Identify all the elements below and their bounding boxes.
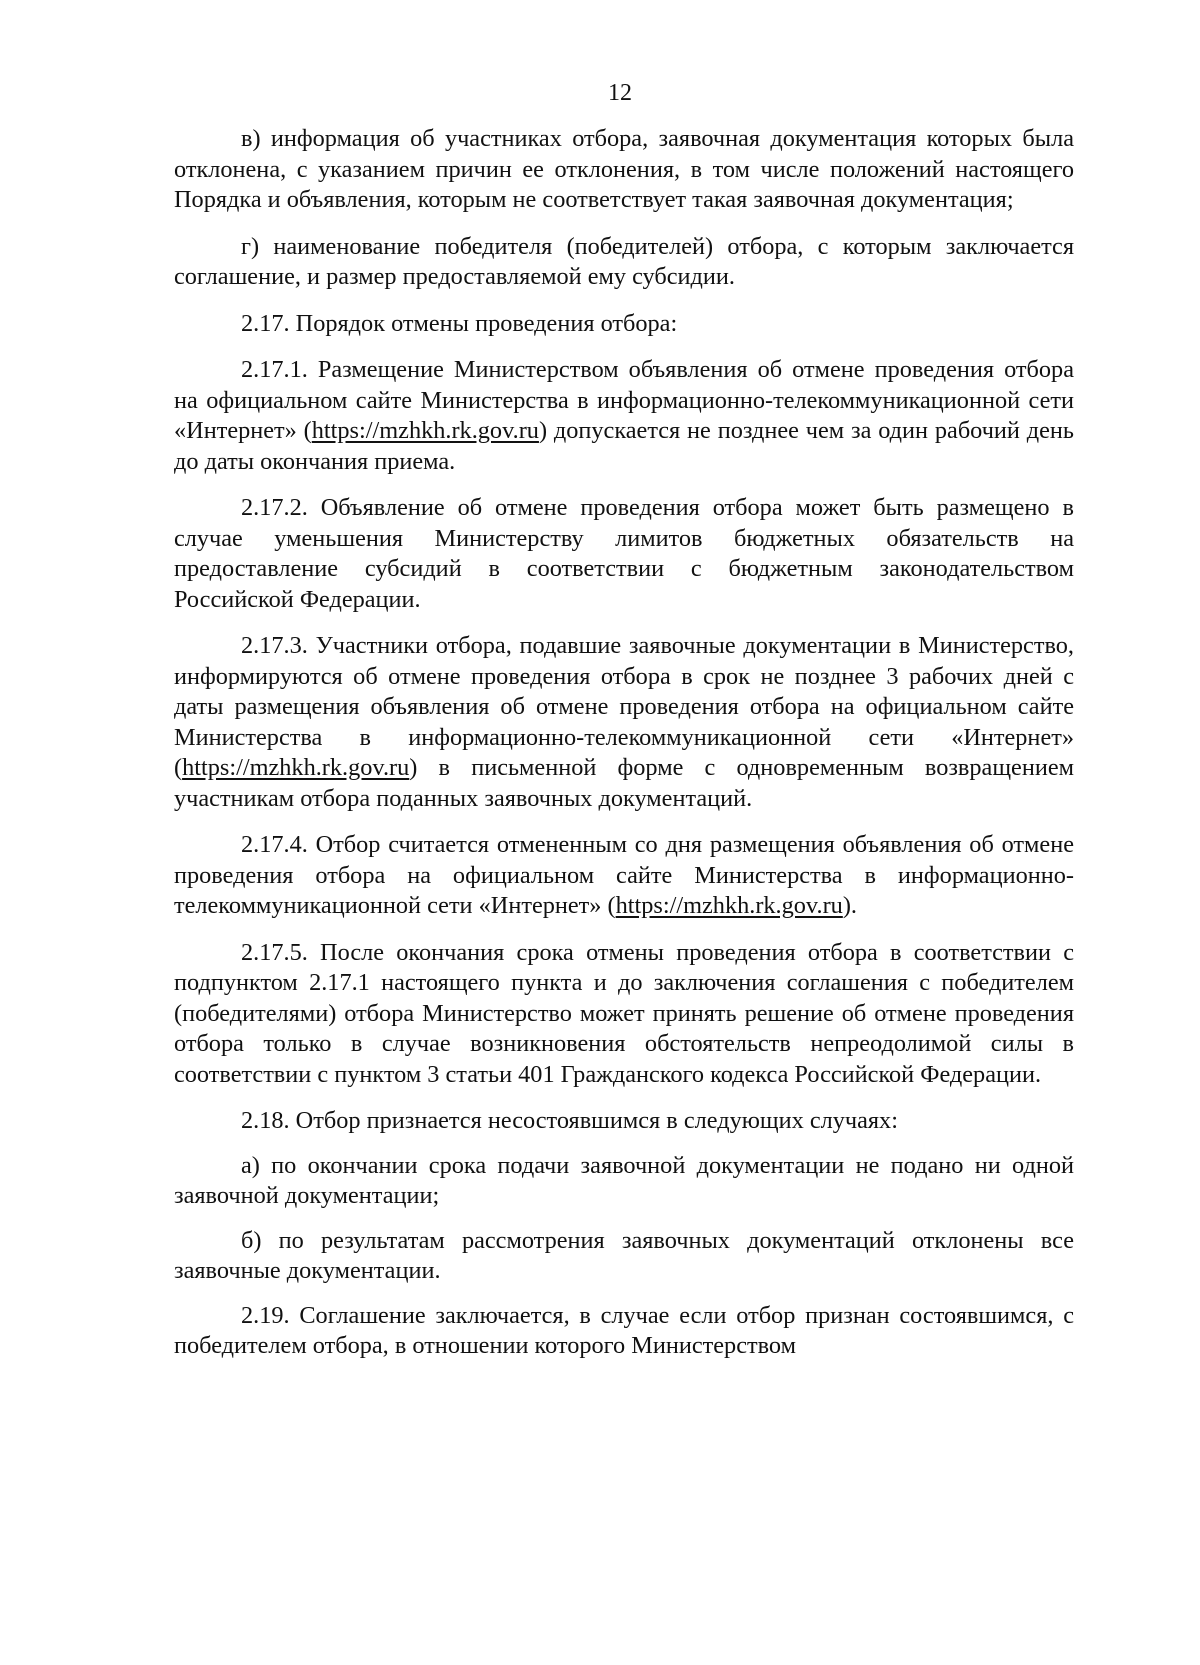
paragraph-2-17-1-text-after: ) допускается не позднее чем за один рабочий день до даты окончания приема. (174, 417, 1075, 475)
ministry-website-link[interactable]: https://mzhkh.rk.gov.ru (182, 754, 410, 781)
paragraph-2-17-3-text-before: 2.17.3. Участники отбора, подавшие заявочные документации в Министерство, информируются об отмене проведения отбора в срок не позднее 3 рабочих дней с даты размещения объявления об отмене проведения отбора на официальном сайте Министерства в информационно-телекоммуникационной сети «Интернет» ( (174, 632, 1074, 781)
paragraph-2-17-3 (174, 631, 1074, 814)
paragraph-b-all-rejected: б) по результатам рассмотрения заявочных документаций отклонены все заявочные документации. (174, 1226, 1074, 1284)
ministry-website-link[interactable]: https://mzhkh.rk.gov.ru (311, 417, 539, 444)
paragraph-2-17-1 (174, 355, 1074, 477)
paragraph-2-17-5: 2.17.5. После окончания срока отмены проведения отбора в соответствии с подпунктом 2.17.1 настоящего пункта и до заключения соглашения с победителем (победителями) отбора Министерство может принять решение об отмене проведения отбора только в случае возникновения обстоятельств непреодолимой силы в соответствии с пунктом 3 статьи 401 Гражданского кодекса Российской Федерации. (174, 938, 1074, 1088)
paragraph-2-17-4 (174, 830, 1074, 922)
paragraph-2-18: 2.18. Отбор признается несостоявшимся в следующих случаях: (241, 1107, 898, 1134)
paragraph-2-17-1-text-before: 2.17.1. Размещение Министерством объявления об отмене проведения отбора на официальном сайте Министерства в информационно-телекоммуникационной сети «Интернет» ( (174, 356, 1074, 444)
paragraph-2-17-2: 2.17.2. Объявление об отмене проведения отбора может быть размещено в случае уменьшения Министерству лимитов бюджетных обязательств на предоставление субсидий в соответствии с бюджетным законодательством Российской Федерации. (174, 494, 1074, 613)
ministry-website-link[interactable]: https://mzhkh.rk.gov.ru (615, 892, 843, 919)
paragraph-2-19: 2.19. Соглашение заключается, в случае если отбор признан состоявшимся, с победителем отбора, в отношении которого Министерством (174, 1301, 1074, 1359)
paragraph-v-rejected-participants: в) информация об участниках отбора, заявочная документация которых была отклонена, с указанием причин ее отклонения, в том числе положений настоящего Порядка и объявления, которым не соответствует такая заявочная документация; (174, 125, 1074, 213)
document-body (174, 124, 1074, 1378)
paragraph-2-17-cancel-procedure: 2.17. Порядок отмены проведения отбора: (241, 309, 678, 337)
paragraph-2-17-3-text-after: ) в письменной форме с одновременным возвращением участникам отбора поданных заявочных документаций. (174, 754, 1074, 812)
page-number: 12 (608, 80, 632, 106)
paragraph-a-no-applications: а) по окончании срока подачи заявочной документации не подано ни одной заявочной документации; (174, 1151, 1074, 1209)
paragraph-2-17-4-text-after: ). (842, 892, 857, 919)
paragraph-2-17-4-text-before: 2.17.4. Отбор считается отмененным со дня размещения объявления об отмене проведения отбора на официальном сайте Министерства в информационно-телекоммуникационной сети «Интернет» ( (174, 831, 1074, 919)
paragraph-g-winner-name: г) наименование победителя (победителей) отбора, с которым заключается соглашение, и размер предоставляемой ему субсидии. (174, 232, 1074, 290)
